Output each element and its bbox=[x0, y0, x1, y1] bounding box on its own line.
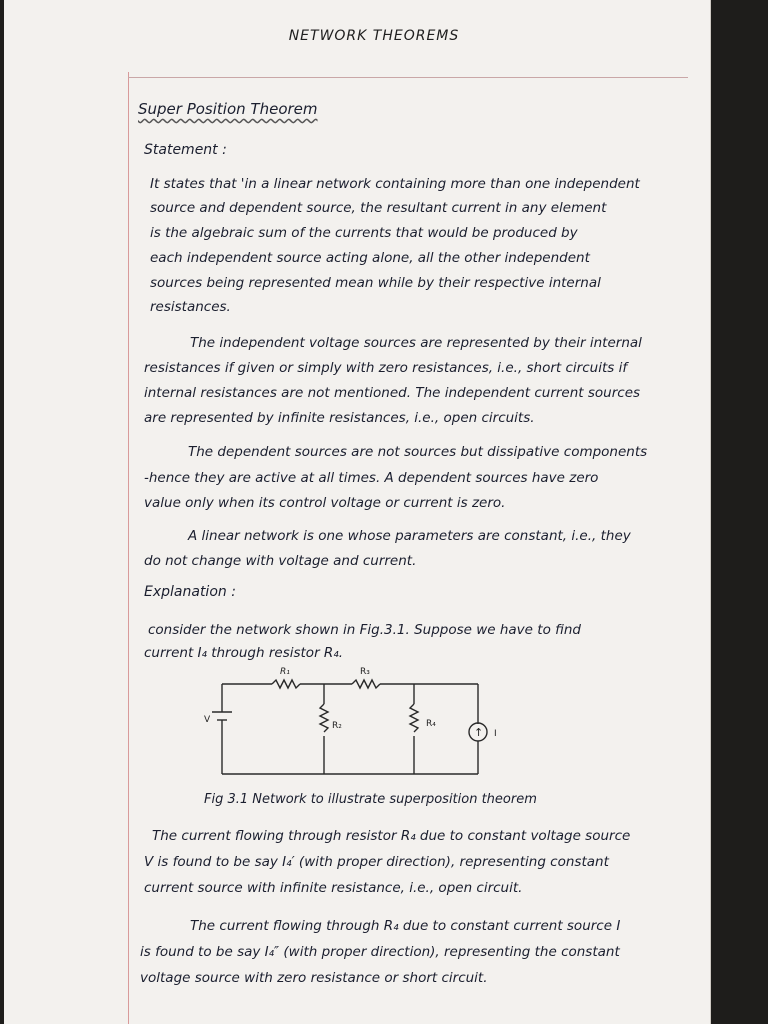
top-rule-line bbox=[128, 77, 688, 78]
text-line: -hence they are active at all times. A dependent sources have zero bbox=[144, 470, 599, 486]
text-line: current source with infinite resistance, i.e., open circuit. bbox=[144, 880, 523, 896]
text-line: The dependent sources are not sources but dissipative components bbox=[188, 444, 648, 460]
resistor-r3 bbox=[352, 680, 380, 688]
resistor-r2 bbox=[320, 704, 328, 732]
section-heading: Super Position Theorem bbox=[138, 100, 318, 118]
text-line: The current flowing through R₄ due to constant current source I bbox=[190, 918, 621, 934]
text-line: The independent voltage sources are represented by their internal bbox=[190, 335, 642, 351]
page-title: NETWORK THEOREMS bbox=[288, 28, 460, 44]
label-r3: R₃ bbox=[360, 667, 370, 677]
text-line: voltage source with zero resistance or short circuit. bbox=[140, 970, 488, 986]
text-line: The current flowing through resistor R₄ due to constant voltage source bbox=[152, 828, 631, 844]
text-line: value only when its control voltage or current is zero. bbox=[144, 495, 506, 511]
resistor-r1 bbox=[272, 680, 300, 688]
circuit-diagram bbox=[204, 664, 504, 784]
text-line: It states that 'in a linear network containing more than one independent bbox=[150, 176, 640, 192]
text-line: is found to be say I₄″ (with proper direction), representing the constant bbox=[140, 944, 620, 960]
text-line: resistances. bbox=[150, 299, 231, 315]
arrow-up-icon: ↑ bbox=[474, 726, 484, 739]
text-line: internal resistances are not mentioned. The independent current sources bbox=[144, 385, 641, 401]
label-r2: R₂ bbox=[332, 721, 342, 731]
figure-caption: Fig 3.1 Network to illustrate superposition theorem bbox=[204, 792, 537, 807]
text-line: current I₄ through resistor R₄. bbox=[144, 645, 343, 661]
notebook-page bbox=[4, 0, 711, 1024]
text-line: do not change with voltage and current. bbox=[144, 553, 417, 569]
text-line: is the algebraic sum of the currents that would be produced by bbox=[150, 225, 578, 241]
text-line: sources being represented mean while by their respective internal bbox=[150, 275, 601, 291]
text-line: consider the network shown in Fig.3.1. Suppose we have to find bbox=[148, 622, 581, 638]
text-line: each independent source acting alone, all the other independent bbox=[150, 250, 590, 266]
statement-label: Statement : bbox=[144, 142, 227, 158]
text-line: V is found to be say I₄′ (with proper direction), representing constant bbox=[144, 854, 609, 870]
text-line: are represented by infinite resistances, i.e., open circuits. bbox=[144, 410, 535, 426]
label-r4: R₄ bbox=[426, 719, 436, 729]
explanation-label: Explanation : bbox=[144, 584, 236, 600]
text-line: resistances if given or simply with zero resistances, i.e., short circuits if bbox=[144, 360, 628, 376]
text-line: source and dependent source, the resultant current in any element bbox=[150, 200, 607, 216]
label-r1: R₁ bbox=[280, 667, 290, 677]
text-line: A linear network is one whose parameters are constant, i.e., they bbox=[188, 528, 631, 544]
margin-line bbox=[128, 72, 129, 1024]
label-v: V bbox=[204, 715, 211, 725]
resistor-r4 bbox=[410, 704, 418, 732]
label-i: I bbox=[494, 729, 497, 739]
